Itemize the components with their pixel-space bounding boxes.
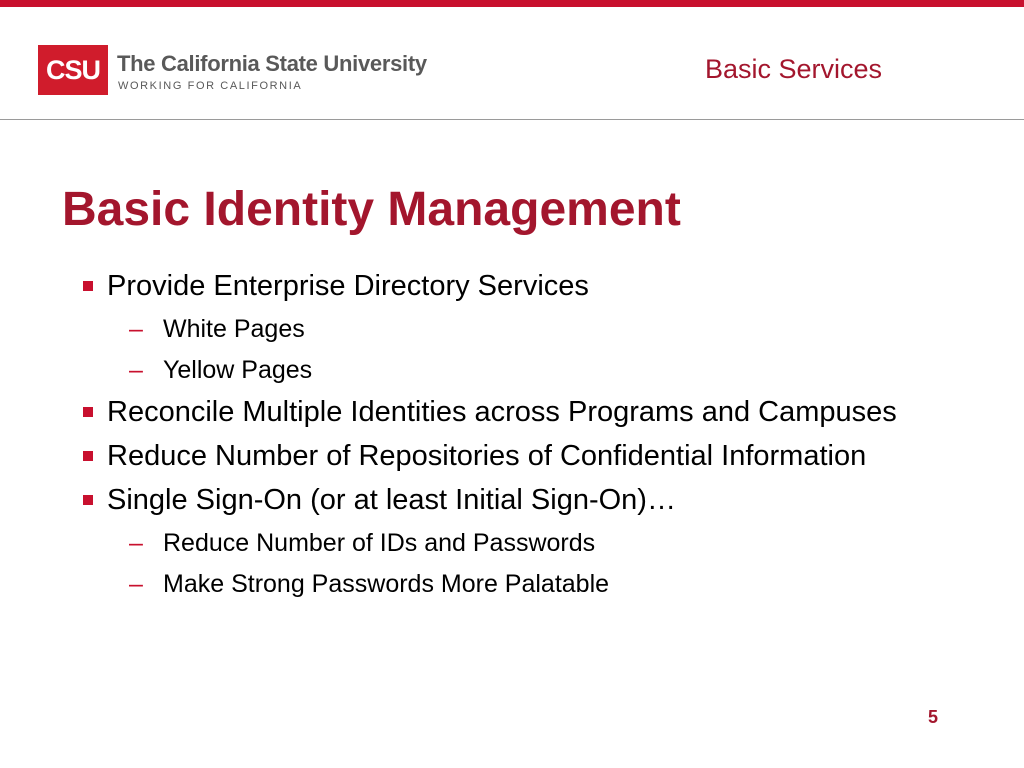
csu-logo <box>38 45 448 95</box>
bullet-text: Reconcile Multiple Identities across Programs and Campuses <box>107 396 897 428</box>
square-bullet-icon <box>83 407 93 417</box>
bullet-item <box>80 438 900 474</box>
sub-bullet-item <box>80 313 900 345</box>
bullet-text: Provide Enterprise Directory Services <box>107 270 589 302</box>
sub-bullet-text: Make Strong Passwords More Palatable <box>163 570 610 598</box>
dash-bullet-icon: – <box>129 356 143 384</box>
bullet-list <box>80 268 900 600</box>
header-divider <box>0 119 1024 120</box>
bullet-text: Single Sign-On (or at least Initial Sign-On)… <box>107 484 676 516</box>
square-bullet-icon <box>83 451 93 461</box>
bullet-item <box>80 394 900 430</box>
bullet-item <box>80 268 900 304</box>
square-bullet-icon <box>83 281 93 291</box>
section-title: Basic Services <box>704 54 882 84</box>
sub-bullet-item <box>80 354 900 386</box>
logo-name: The California State University <box>117 51 427 76</box>
sub-bullet-item <box>80 527 900 559</box>
sub-bullet-text: White Pages <box>163 315 305 343</box>
dash-bullet-icon: – <box>129 315 143 343</box>
bullet-text: Reduce Number of Repositories of Confidential Information <box>107 440 867 472</box>
logo-tagline: WORKING FOR CALIFORNIA <box>118 80 303 92</box>
slide-title: Basic Identity Management <box>62 183 681 236</box>
sub-bullet-text: Yellow Pages <box>163 356 313 384</box>
bullet-item <box>80 482 900 518</box>
dash-bullet-icon: – <box>129 570 143 598</box>
sub-bullet-text: Reduce Number of IDs and Passwords <box>163 529 596 557</box>
top-accent-bar <box>0 0 1024 7</box>
page-number: 5 <box>927 707 938 727</box>
square-bullet-icon <box>83 495 93 505</box>
dash-bullet-icon: – <box>129 529 143 557</box>
sub-bullet-item <box>80 568 900 600</box>
logo-mark: CSU <box>38 45 108 95</box>
